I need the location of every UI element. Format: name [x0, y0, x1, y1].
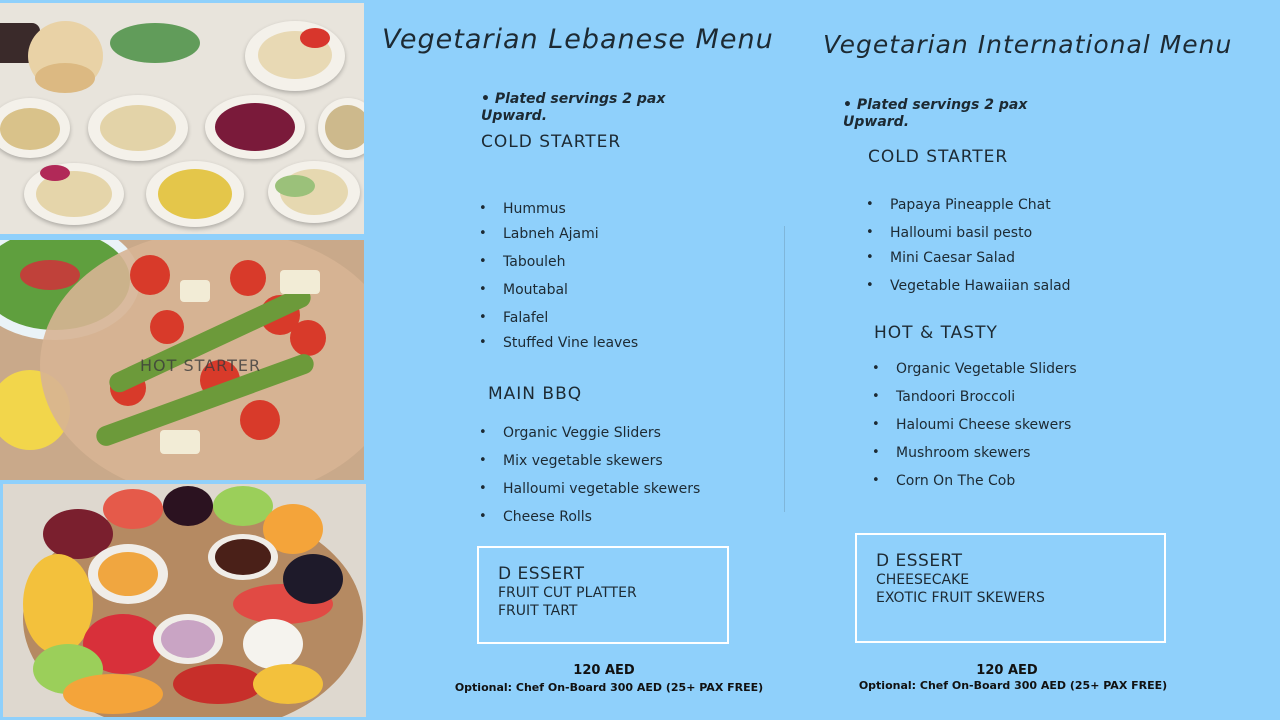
international-serving-note [843, 97, 1027, 131]
international-optional-note: Optional: Chef On-Board 300 AED (25+ PAX FREE) [858, 679, 1168, 692]
international-hot-tasty-heading: HOT & TASTY [874, 323, 998, 343]
list-item: • Organic Vegetable Sliders [896, 361, 1077, 377]
list-item: • Vegetable Hawaiian salad [890, 278, 1071, 294]
list-item: • Mix vegetable skewers [503, 453, 663, 469]
lebanese-note-line2: Upward. [481, 108, 548, 124]
international-cold-starter-heading: COLD STARTER [868, 147, 1009, 167]
list-item: • Halloumi vegetable skewers [503, 481, 700, 497]
international-price: 120 AED [976, 663, 1038, 678]
dessert-item: FRUIT TART [498, 603, 578, 619]
dessert-item: FRUIT CUT PLATTER [498, 585, 637, 601]
lebanese-menu-title: Vegetarian Lebanese Menu [382, 24, 774, 55]
international-note-line2: Upward. [843, 114, 910, 130]
list-item: • Papaya Pineapple Chat [890, 197, 1051, 213]
international-menu-title: Vegetarian International Menu [823, 30, 1233, 59]
list-item: • Tandoori Broccoli [896, 389, 1015, 405]
dessert-heading: D ESSERT [498, 564, 585, 584]
list-item: • Tabouleh [503, 254, 566, 270]
international-note-line1: • Plated servings 2 pax [843, 97, 1028, 113]
list-item: • Hummus [503, 201, 566, 217]
mezze-dips-photo [0, 3, 364, 234]
lebanese-main-bbq-heading: MAIN BBQ [488, 384, 583, 404]
list-item: • Corn On The Cob [896, 473, 1015, 489]
lebanese-optional-note: Optional: Chef On-Board 300 AED (25+ PAX FREE) [454, 681, 764, 694]
list-item: • Mini Caesar Salad [890, 250, 1015, 266]
list-item: • Cheese Rolls [503, 509, 592, 525]
lebanese-cold-starter-heading: COLD STARTER [481, 132, 622, 152]
lebanese-price: 120 AED [573, 663, 635, 678]
column-divider [784, 226, 785, 512]
lebanese-serving-note [481, 91, 665, 125]
vegetable-skewers-photo [0, 240, 364, 480]
list-item: • Falafel [503, 310, 548, 326]
list-item: • Haloumi Cheese skewers [896, 417, 1071, 433]
list-item: • Moutabal [503, 282, 568, 298]
list-item: • Labneh Ajami [503, 226, 599, 242]
list-item: • Mushroom skewers [896, 445, 1030, 461]
dessert-item: EXOTIC FRUIT SKEWERS [876, 590, 1045, 606]
list-item: • Halloumi basil pesto [890, 225, 1032, 241]
photo-overlay-text: HOT STARTER [140, 356, 262, 375]
international-dessert-box [855, 533, 1166, 643]
lebanese-note-line1: • Plated servings 2 pax [481, 91, 666, 107]
lebanese-dessert-box [477, 546, 729, 644]
list-item: • Stuffed Vine leaves [503, 335, 638, 351]
fruit-platter-photo [3, 484, 366, 717]
dessert-heading: D ESSERT [876, 551, 963, 571]
dessert-item: CHEESECAKE [876, 572, 970, 588]
list-item: • Organic Veggie Sliders [503, 425, 661, 441]
